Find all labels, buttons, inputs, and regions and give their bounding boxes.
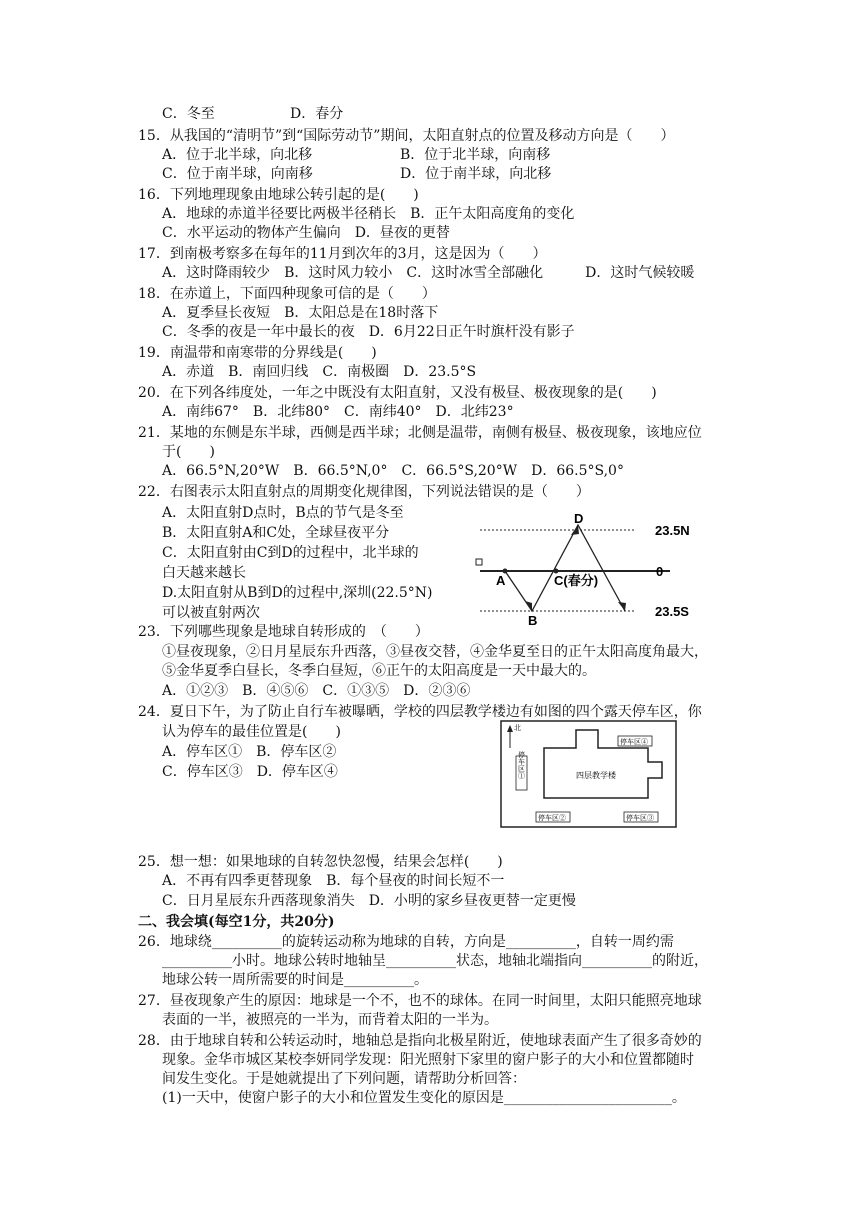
text-line: 17．到南极考察多在每年的11月到次年的3月，这是因为（ ）: [138, 246, 547, 262]
text-line: 19．南温带和南寒带的分界线是( ): [138, 345, 377, 361]
text-line: (1)一天中，使窗户影子的大小和位置发生变化的原因是________________________。: [162, 1090, 686, 1106]
parking-map: [500, 720, 680, 830]
text-line: 认为停车的最佳位置是( ): [162, 724, 341, 740]
text-line: A．地球的赤道半径要比两极半径稍长 B．正午太阳高度角的变化: [162, 206, 575, 222]
text-line: 22．右图表示太阳直射点的周期变化规律图，下列说法错误的是（ ）: [138, 484, 590, 500]
text-line: A．66.5°N,20°W B．66.5°N,0° C．66.5°S,20°W D．66.5°S,0°: [162, 463, 624, 479]
text-line: A．①②③ B．④⑤⑥ C．①③⑤ D．②③⑥: [162, 683, 471, 699]
text-line: C．位于南半球，向南移: [162, 166, 313, 182]
text-line: __________小时。地球公转时地轴呈__________状态，地轴北端指向__________的附近，: [162, 953, 708, 969]
label-23-5s: 23.5S: [655, 604, 689, 619]
text-line: 18．在赤道上，下面四种现象可信的是（ ）: [138, 286, 436, 302]
text-line: A．赤道 B．南回归线 C．南极圈 D．23.5°S: [162, 364, 477, 380]
building-label: 四层教学楼: [576, 771, 616, 780]
label-c: C(春分): [554, 573, 599, 588]
text-line: C．太阳直射由C到D的过程中，北半球的: [162, 545, 419, 561]
arrow-end: [618, 602, 626, 611]
text-line: A．停车区① B．停车区②: [162, 744, 337, 760]
text-line: A．不再有四季更替现象 B．每个昼夜的时间长短不一: [162, 873, 505, 889]
zone-2-label: 停车区②: [538, 814, 566, 822]
text-line: C．水平运动的物体产生偏向 D．昼夜的更替: [162, 225, 450, 241]
label-23-5n: 23.5N: [655, 523, 690, 538]
text-line: B．位于北半球，向南移: [400, 147, 551, 163]
text-line: 可以被直射两次: [162, 605, 260, 621]
text-line: C．冬季的夜是一年中最长的夜 D．6月22日正午时旗杆没有影子: [162, 324, 575, 340]
text-line: C．停车区③ D．停车区④: [162, 764, 338, 780]
text-line: 白天越来越长: [162, 565, 246, 581]
north-arrow-head: [507, 725, 513, 732]
zone-1-label: 停车区①: [517, 751, 526, 779]
text-line: A．这时降雨较少 B．这时风力较小 C．这时冰雪全部融化 D．这时气候较暖: [162, 265, 695, 281]
text-line: 16．下列地理现象由地球公转引起的是( ): [138, 187, 419, 203]
label-equator: 0: [656, 564, 664, 579]
label-d: D: [574, 511, 584, 526]
text-line: 27．昼夜现象产生的原因：地球是一个不，也不的球体。在同一时间里，太阳只能照亮地球: [138, 993, 702, 1009]
text-line: D．位于南半球，向北移: [400, 166, 552, 182]
text-line: D．春分: [290, 106, 344, 122]
text-line: 24．夏日下午，为了防止自行车被曝晒，学校的四层教学楼边有如图的四个露天停车区，你: [138, 704, 702, 720]
text-line: A．夏季昼长夜短 B．太阳总是在18时落下: [162, 305, 439, 321]
text-line: A．南纬67° B．北纬80° C．南纬40° D．北纬23°: [162, 404, 514, 420]
north-label: 北: [514, 724, 521, 732]
text-line: 21．某地的东侧是东半球，西侧是西半球；北侧是温带，南侧有极昼、极夜现象，该地应位: [138, 425, 702, 441]
text-line: 间发生变化。于是她就提出了下列问题，请帮助分析回答：: [162, 1071, 526, 1087]
text-line: 二、我会填(每空1分，共20分): [138, 914, 335, 930]
text-line: A．太阳直射D点时，B点的节气是冬至: [162, 505, 404, 521]
text-line: B．太阳直射A和C处，全球昼夜平分: [162, 525, 390, 541]
text-line: ①昼夜现象，②日月星辰东升西落，③昼夜交替，④金华夏至日的正午太阳高度角最大，: [162, 644, 708, 660]
text-line: 于( ): [162, 444, 215, 460]
text-line: 26．地球绕__________的旋转运动称为地球的自转，方向是__________，自转一周约需: [138, 934, 674, 950]
start-marker: [476, 559, 482, 565]
text-line: ⑤金华夏季白昼长，冬季白昼短，⑥正午的太阳高度是一天中最大的。: [162, 663, 596, 679]
subsolar-curve: [505, 525, 625, 611]
text-line: C．冬至: [162, 106, 215, 122]
text-line: 表面的一半，被照亮的一半为，而背着太阳的一半为。: [162, 1012, 498, 1028]
text-line: D.太阳直射从B到D的过程中,深圳(22.5°N): [162, 585, 433, 601]
text-line: C．日月星辰东升西落现象消失 D．小明的家乡昼夜更替一定更慢: [162, 893, 576, 909]
zone-3-label: 停车区③: [626, 814, 654, 822]
text-line: A．位于北半球，向北移: [162, 147, 313, 163]
label-b: B: [528, 613, 538, 625]
subsolar-point-diagram: [470, 505, 710, 625]
text-line: 现象。金华市城区某校李妍同学发现：阳光照射下家里的窗户影子的大小和位置都随时: [162, 1052, 694, 1068]
text-line: 20．在下列各纬度处，一年之中既没有太阳直射，又没有极昼、极夜现象的是( ): [138, 385, 657, 401]
zone-4-label: 停车区④: [620, 738, 648, 746]
text-line: 28．由于地球自转和公转运动时，地轴总是指向北极星附近，使地球表面产生了很多奇妙的: [138, 1033, 702, 1049]
text-line: 25．想一想：如果地球的自转忽快忽慢，结果会怎样( ): [138, 854, 503, 870]
label-a: A: [496, 573, 506, 588]
text-line: 23．下列哪些现象是地球自转形成的 （ ）: [138, 624, 429, 640]
text-line: 地球公转一周所需要的时间是__________。: [162, 972, 428, 988]
text-line: 15．从我国的“清明节”到“国际劳动节”期间，太阳直射点的位置及移动方向是（ ）: [138, 128, 675, 144]
